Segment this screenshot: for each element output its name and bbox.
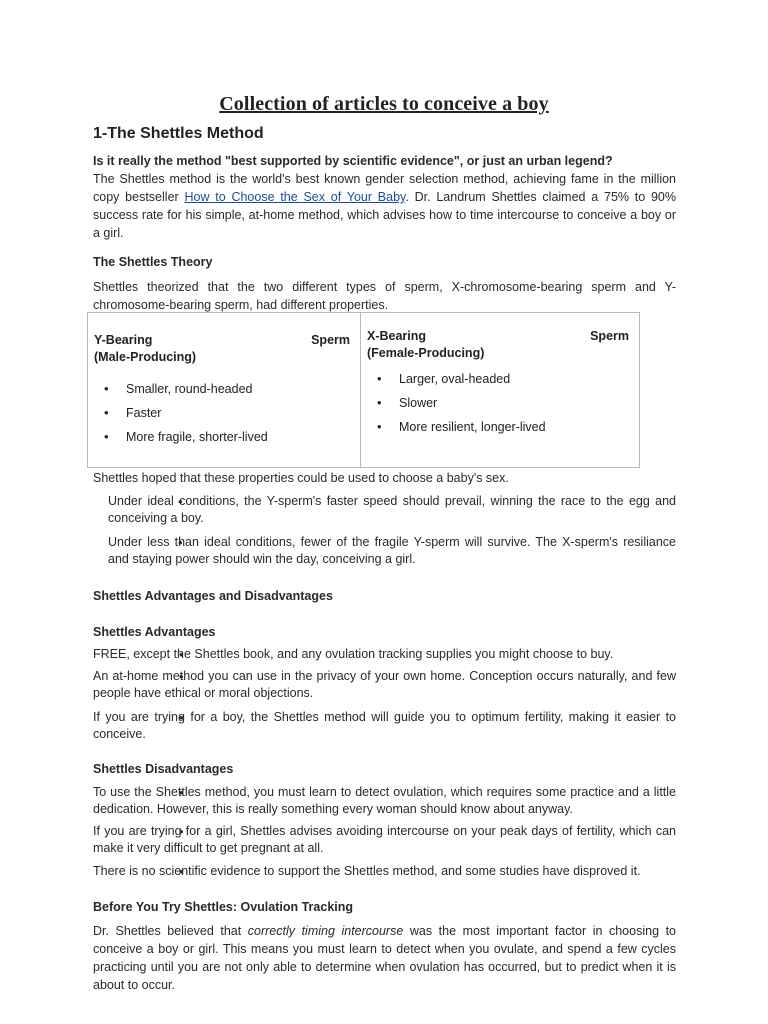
ovulation-paragraph bbox=[93, 922, 676, 994]
list-item: • To use the Shettles method, you must learn to detect ovulation, which requires some practice and a little dedication. However, this is really something every woman should know about anyway. bbox=[93, 784, 676, 818]
list-item: • Larger, oval-headed bbox=[373, 370, 546, 394]
document-title: Collection of articles to conceive a boy bbox=[219, 93, 549, 115]
list-item: • Smaller, round-headed bbox=[100, 380, 268, 404]
list-item: • If you are trying for a girl, Shettles advises avoiding intercourse on your peak days of fertility, which can make it very difficult to get pregnant at all. bbox=[93, 823, 676, 857]
list-item: • Slower bbox=[373, 394, 546, 418]
section-heading-shettles: 1-The Shettles Method bbox=[93, 125, 264, 142]
intro-paragraph bbox=[93, 152, 676, 242]
x-header-line2: (Female-Producing) bbox=[367, 346, 485, 360]
y-bearing-column bbox=[88, 313, 361, 467]
list-item: • Under less than ideal conditions, fewer of the fragile Y-sperm will survive. The X-sperm's resiliance and staying power should win the day, conceiving a girl. bbox=[108, 534, 676, 568]
ovulation-text-2: was the most important factor in choosing to conceive a boy or girl. This means you must learn to detect when you ovulate, and spend a few cycles practicing until you are not only able to determine when ovulation has occurred, but to predict when it is about to occur. bbox=[93, 924, 676, 992]
book-link[interactable]: How to Choose the Sex of Your Baby bbox=[184, 190, 406, 204]
intro-text-1: The Shettles method is the world's best known gender selection method, achieving fame in the million copy bestseller bbox=[93, 172, 676, 204]
y-bearing-header bbox=[94, 332, 350, 366]
ovulation-emphasis: correctly timing intercourse bbox=[247, 924, 404, 938]
list-item: • FREE, except the Shettles book, and any ovulation tracking supplies you might choose to buy. bbox=[93, 646, 676, 663]
x-header-left: X-Bearing bbox=[367, 329, 427, 343]
hope-paragraph: Shettles hoped that these properties could be used to choose a baby's sex. bbox=[93, 471, 509, 485]
x-header-right: Sperm bbox=[590, 329, 629, 343]
list-item: • There is no scientific evidence to support the Shettles method, and some studies have disproved it. bbox=[93, 863, 676, 880]
list-item: • More resilient, longer-lived bbox=[373, 418, 546, 442]
y-bearing-list bbox=[100, 380, 268, 452]
y-header-right: Sperm bbox=[311, 333, 350, 347]
list-item: • An at-home method you can use in the privacy of your own home. Conception occurs naturally, and few people have ethical or moral objections. bbox=[93, 668, 676, 702]
list-item: • Faster bbox=[100, 404, 268, 428]
y-header-line2: (Male-Producing) bbox=[94, 350, 197, 364]
intro-text-2: . Dr. Landrum Shettles claimed a 75% to 90% success rate for his simple, at-home method, which advises how to time intercourse to conceive a boy or a girl. bbox=[93, 190, 677, 240]
advantages-heading: Shettles Advantages bbox=[93, 625, 216, 639]
x-bearing-column bbox=[361, 313, 639, 467]
x-bearing-header bbox=[367, 328, 629, 362]
theory-heading: The Shettles Theory bbox=[93, 255, 213, 269]
ovulation-heading: Before You Try Shettles: Ovulation Tracking bbox=[93, 900, 354, 914]
disadvantages-heading: Shettles Disadvantages bbox=[93, 762, 234, 776]
adv-dis-heading: Shettles Advantages and Disadvantages bbox=[93, 589, 333, 603]
intro-question: Is it really the method "best supported by scientific evidence", or just an urban legend? bbox=[93, 154, 613, 168]
list-item: • Under ideal conditions, the Y-sperm's faster speed should prevail, winning the race to the egg and conceiving a boy. bbox=[108, 493, 676, 527]
list-item: • More fragile, shorter-lived bbox=[100, 428, 268, 452]
y-header-left: Y-Bearing bbox=[94, 333, 153, 347]
theory-paragraph: Shettles theorized that the two different types of sperm, X-chromosome-bearing sperm and Y-chromosome-bearing sperm, had different properties. bbox=[93, 280, 676, 312]
sperm-comparison-table bbox=[87, 312, 640, 468]
x-bearing-list bbox=[373, 370, 546, 442]
ovulation-text-1: Dr. Shettles believed that bbox=[93, 924, 248, 938]
list-item: • If you are trying for a boy, the Shettles method will guide you to optimum fertility, making it easier to conceive. bbox=[93, 709, 676, 743]
